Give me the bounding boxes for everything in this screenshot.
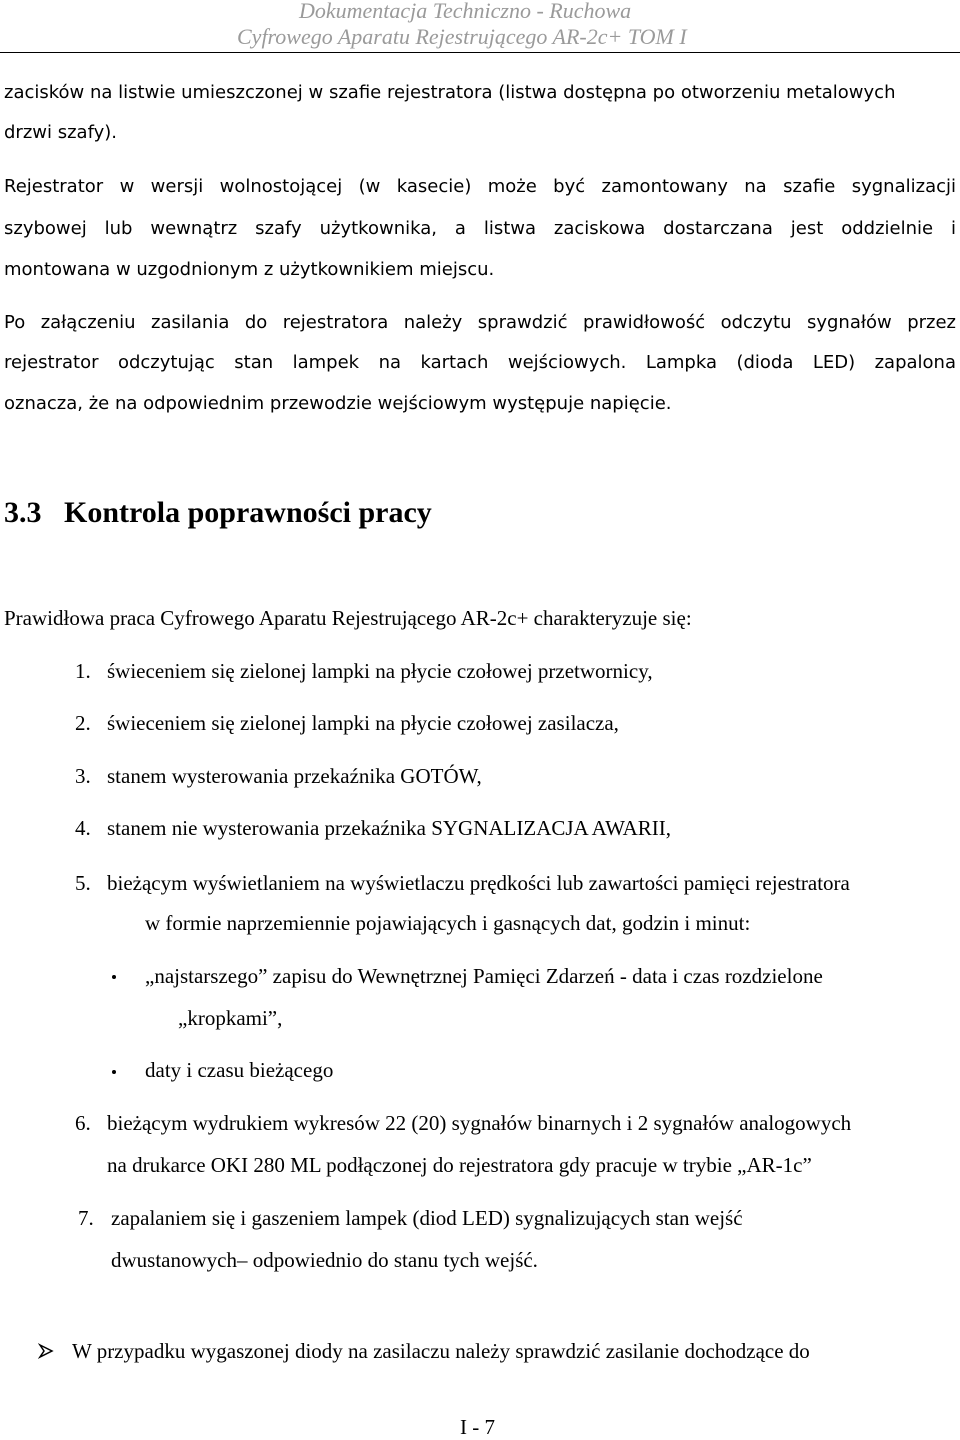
section-number: 3.3 (4, 496, 42, 529)
list-item-1-number: 1. (75, 659, 91, 683)
list-item-5-text-line-2: w formie naprzemiennie pojawiających i gasnących dat, godzin i minut: (145, 911, 751, 935)
list-item-6-text-line-1: bieżącym wydrukiem wykresów 22 (20) sygnałów binarnych i 2 sygnałów analogowych (107, 1111, 852, 1135)
section-intro: Prawidłowa praca Cyfrowego Aparatu Rejestrującego AR-2c+ charakteryzuje się: (4, 606, 692, 630)
paragraph-3-line-2: rejestrator odczytując stan lampek na kartach wejściowych. Lampka (dioda LED) zapalona (4, 352, 956, 373)
doc-header-line2: Cyfrowego Aparatu Rejestrującego AR-2c+ TOM I (237, 24, 687, 49)
header-rule (0, 52, 960, 53)
list-item-7-number: 7. (78, 1206, 94, 1230)
paragraph-2-line-3: montowana w uzgodnionym z użytkownikiem miejscu. (4, 259, 495, 280)
list-item-3-number: 3. (75, 764, 91, 788)
note-text: W przypadku wygaszonej diody na zasilaczu należy sprawdzić zasilanie dochodzące do (72, 1339, 810, 1363)
list-item-7-text-line-2: dwustanowych– odpowiednio do stanu tych wejść. (111, 1248, 538, 1272)
list-item-6-text-line-2: na drukarce OKI 280 ML podłączonej do rejestratora gdy pracuje w trybie „AR-1c” (107, 1153, 812, 1177)
paragraph-1-line-1: zacisków na listwie umieszczonej w szafie rejestratora (listwa dostępna po otworzeniu metalowych (4, 82, 896, 103)
sub-bullet-2-icon (112, 1070, 116, 1074)
list-item-7-text-line-1: zapalaniem się i gaszeniem lampek (diod LED) sygnalizujących stan wejść (111, 1206, 743, 1230)
list-item-5-number: 5. (75, 871, 91, 895)
doc-header-line1: Dokumentacja Techniczno - Ruchowa (299, 0, 632, 23)
sub-item-1-text-line-1: „najstarszego” zapisu do Wewnętrznej Pamięci Zdarzeń - data i czas rozdzielone (145, 964, 823, 988)
list-item-1-text: świeceniem się zielonej lampki na płycie czołowej przetwornicy, (107, 659, 653, 683)
paragraph-2-line-2: szybowej lub wewnątrz szafy użytkownika, a listwa zaciskowa dostarczana jest oddzielnie i (4, 218, 956, 239)
paragraph-1-line-2: drzwi szafy). (4, 122, 117, 143)
page-number: I - 7 (460, 1415, 495, 1439)
list-item-4-text: stanem nie wysterowania przekaźnika SYGNALIZACJA AWARII, (107, 816, 672, 840)
sub-item-1-text-line-2: „kropkami”, (178, 1006, 283, 1030)
list-item-3-text: stanem wysterowania przekaźnika GOTÓW, (107, 764, 482, 788)
sub-item-2-text: daty i czasu bieżącego (145, 1058, 334, 1082)
list-item-2-text: świeceniem się zielonej lampki na płycie czołowej zasilacza, (107, 711, 619, 735)
paragraph-3-line-1: Po załączeniu zasilania do rejestratora należy sprawdzić prawidłowość odczytu sygnałów przez (4, 312, 956, 333)
list-item-2-number: 2. (75, 711, 91, 735)
section-title: Kontrola poprawności pracy (64, 496, 432, 529)
arrowhead-bullet-icon (38, 1343, 54, 1359)
paragraph-2-line-1: Rejestrator w wersji wolnostojącej (w kasecie) może być zamontowany na szafie sygnalizacji (4, 176, 956, 197)
paragraph-3-line-3: oznacza, że na odpowiednim przewodzie wejściowym występuje napięcie. (4, 393, 672, 414)
sub-bullet-1-icon (112, 975, 116, 979)
list-item-5-text-line-1: bieżącym wyświetlaniem na wyświetlaczu prędkości lub zawartości pamięci rejestratora (107, 871, 850, 895)
list-item-6-number: 6. (75, 1111, 91, 1135)
list-item-4-number: 4. (75, 816, 91, 840)
